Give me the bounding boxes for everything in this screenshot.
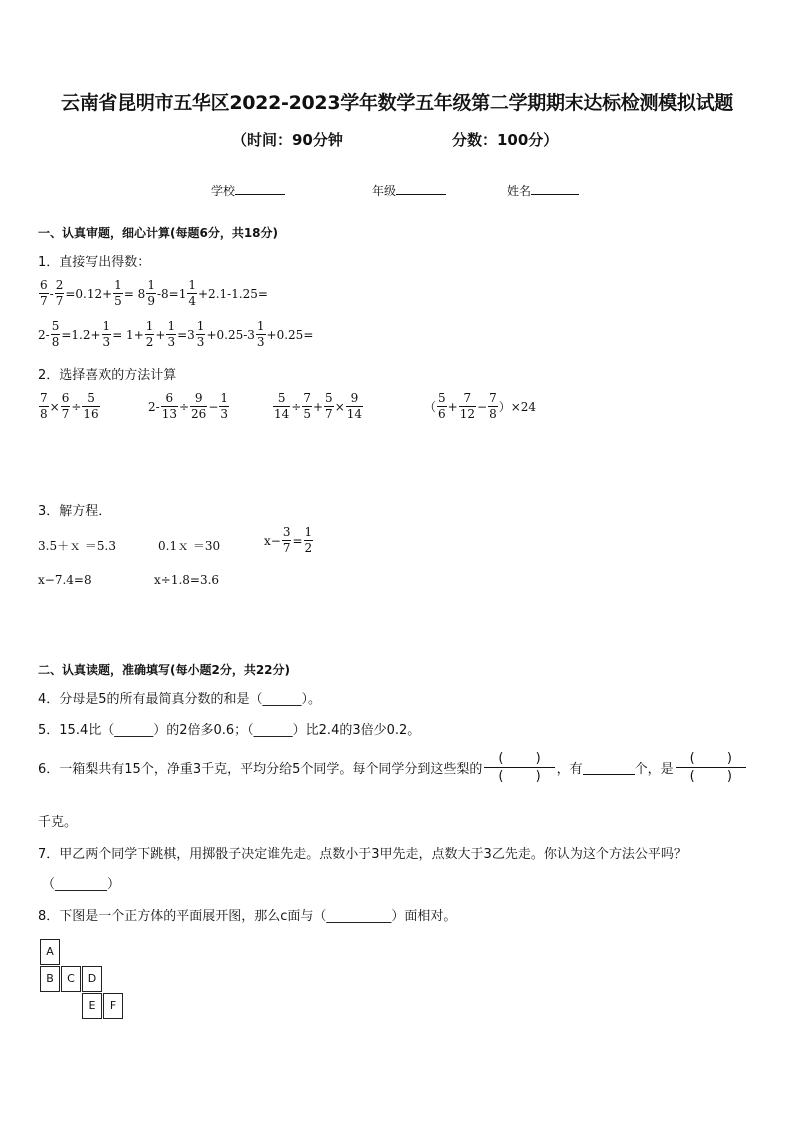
q3-label: 3．解方程． [38,504,112,519]
fraction: $\frac{6}{7}$ [40,278,48,308]
face-f: F [103,993,123,1019]
q7-answer-blank[interactable]: （________） [42,877,121,892]
q3-eq2: 0.1ｘ ＝30 [158,539,221,553]
q2-expr2: 2- $\frac{6}{13}$ ÷ $\frac{9}{26}$ − $\frac{1}{3}$ [148,391,229,421]
fraction: $\frac{9}{14}$ [346,391,363,421]
grade-blank[interactable] [396,181,446,195]
q1-row2: 2- $\frac{5}{8}$ =1.2+ $\frac{1}{3}$ = 1+ $\frac{1}{2}$ + $\frac{1}{3}$ =3 $\frac{1}{3}$ +0.25-3 $\frac{1}{3}$ +0.25= [38,319,314,349]
fraction: $\frac{7}{12}$ [459,391,475,421]
section2-heading: 二、认真读题，准确填写(每小题2分，共22分) [38,663,291,677]
name-blank[interactable] [531,181,579,195]
q3-eq3: x− $\frac{3}{7}$ = $\frac{1}{2}$ [264,525,313,555]
q6-tail: 千克。 [38,815,78,830]
fraction: $\frac{1}{9}$ [147,278,155,308]
count-blank[interactable] [583,761,635,775]
face-a: A [40,939,60,965]
q7-text: 7．甲乙两个同学下跳棋，用掷骰子决定谁先走。点数小于3甲先走，点数大于3乙先走。你认为这个方法公平吗？ [38,847,687,862]
answer-fraction-blank[interactable]: ( ) ( ) [676,750,746,785]
q4-text: 4．分母是5的所有最简真分数的和是（______）。 [38,692,322,707]
q5-text: 5．15.4比（______）的2倍多0.6；（______）比2.4的3倍少0.2。 [38,723,421,738]
q3-eq1: 3.5＋ｘ ＝5.3 [38,539,116,553]
grade-field [372,181,446,199]
exam-time: （时间：90分钟 [232,131,343,149]
fraction: $\frac{5}{7}$ [325,391,333,421]
q2-expr1: $\frac{7}{8}$ × $\frac{6}{7}$ ÷ $\frac{5}{16}$ [40,391,99,421]
q2-label: 2．选择喜欢的方法计算 [38,368,177,383]
fraction: $\frac{1}{3}$ [256,319,265,349]
q3-eq5: x÷1.8=3.6 [154,573,220,587]
face-b: B [40,966,60,992]
answer-fraction-blank[interactable]: ( ) ( ) [484,750,554,785]
fraction: $\frac{1}{2}$ [145,319,154,349]
q1-row1: $\frac{6}{7}$ - $\frac{2}{7}$ =0.12+ $\frac{1}{5}$ = 8 $\frac{1}{9}$ -8=1 $\frac{1}{4}$ +2.1-1.25= [40,278,268,308]
fraction: $\frac{5}{6}$ [438,391,446,421]
exam-score: 分数：100分） [452,131,559,149]
school-blank[interactable] [235,181,285,195]
face-d: D [82,966,102,992]
fraction: $\frac{5}{8}$ [51,319,60,349]
fraction: $\frac{7}{5}$ [303,391,311,421]
fraction: $\frac{1}{4}$ [188,278,196,308]
fraction: $\frac{7}{8}$ [40,391,48,421]
fraction: $\frac{7}{8}$ [489,391,497,421]
fraction: $\frac{1}{3}$ [167,319,176,349]
fraction: $\frac{1}{3}$ [196,319,205,349]
fraction: $\frac{1}{5}$ [114,278,122,308]
name-label: 姓名 [507,184,532,198]
q2-expr3: $\frac{5}{14}$ ÷ $\frac{7}{5}$ + $\frac{5}{7}$ × $\frac{9}{14}$ [274,391,363,421]
q3-eq4: x−7.4=8 [38,573,92,587]
grade-label: 年级 [372,184,397,198]
fraction: $\frac{2}{7}$ [55,278,64,308]
fraction: $\frac{3}{7}$ [282,525,291,555]
q8-text: 8．下图是一个正方体的平面展开图，那么c面与（__________）面相对。 [38,909,457,924]
face-e: E [82,993,102,1019]
fraction: $\frac{5}{14}$ [274,391,290,421]
fraction: $\frac{1}{3}$ [220,391,229,421]
fraction: $\frac{1}{3}$ [102,319,111,349]
fraction: $\frac{6}{13}$ [161,391,177,421]
fraction: $\frac{6}{7}$ [61,391,70,421]
fraction: $\frac{5}{16}$ [83,391,99,421]
name-field [507,181,579,199]
section1-heading: 一、认真审题，细心计算(每题6分，共18分) [38,226,279,240]
school-label: 学校 [211,184,236,198]
q2-expr4: （ $\frac{5}{6}$ + $\frac{7}{12}$ − $\frac{7}{8}$ ）×24 [424,391,537,421]
face-c: C [61,966,81,992]
q1-label: 1．直接写出得数： [38,255,151,270]
fraction: $\frac{1}{2}$ [304,525,313,555]
fraction: $\frac{9}{26}$ [191,391,207,421]
q6-text: 6．一箱梨共有15个，净重3千克，平均分给5个同学。每个同学分到这些梨的 ( ) ( ) ，有 个，是 ( ) ( ) [38,751,746,784]
page-title: 云南省昆明市五华区2022-2023学年数学五年级第二学期期末达标检测模拟试题 [61,92,733,114]
school-field [211,181,285,199]
